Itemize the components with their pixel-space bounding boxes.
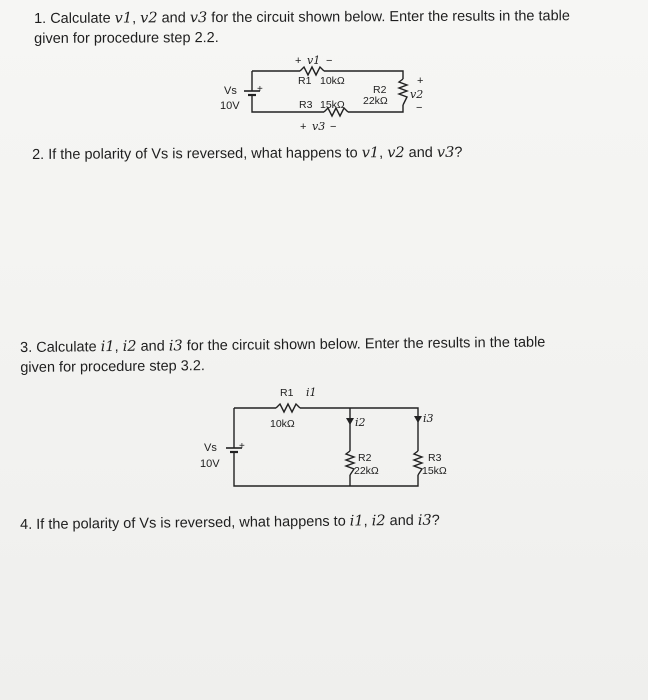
question-4 — [20, 511, 440, 535]
r3-value: 15kΩ — [422, 465, 447, 477]
question-text: for the circuit shown below. Enter the results in the table — [207, 8, 570, 27]
r3-label: R3 — [299, 99, 313, 111]
question-text: ? — [431, 512, 440, 529]
r2-minus-sign: − — [416, 102, 423, 114]
question-2 — [32, 143, 462, 165]
r1-minus-sign: − — [326, 55, 333, 67]
resistor-r2-symbol — [346, 451, 354, 475]
question-number: 4. — [20, 516, 33, 533]
r1-voltage-label: v1 — [307, 54, 321, 67]
variable-v3: v3 — [436, 144, 455, 161]
r2-value: 22kΩ — [354, 465, 379, 477]
variable-i2: i2 — [122, 338, 137, 355]
conjunction: and — [140, 338, 165, 355]
resistor-r3-symbol — [414, 451, 422, 475]
r2-voltage-label: v2 — [410, 88, 424, 101]
current-i2-label: i2 — [355, 416, 366, 429]
series-circuit-diagram — [210, 50, 450, 142]
r3-minus-sign: − — [330, 121, 337, 133]
resistor-r3-symbol — [324, 108, 348, 116]
question-2-line-1: 2. If the polarity of Vs is reversed, what happens to v1, v2 and v3? — [32, 144, 463, 163]
question-1 — [34, 6, 570, 49]
r2-label: R2 — [358, 452, 372, 464]
question-text: Calculate — [50, 10, 115, 27]
r3-value: 15kΩ — [320, 99, 345, 111]
variable-i3: i3 — [417, 512, 432, 529]
source-plus-sign: + — [239, 441, 245, 452]
question-1-line-2: given for procedure step 2.2. — [34, 30, 219, 47]
r2-plus-sign: + — [417, 75, 424, 87]
variable-v1: v1 — [361, 145, 380, 162]
source-label: Vs — [224, 85, 237, 97]
source-value: 10V — [220, 100, 240, 112]
r1-value: 10kΩ — [270, 418, 295, 430]
current-i3-label: i3 — [423, 412, 434, 425]
parallel-circuit-diagram — [190, 385, 450, 497]
current-i3-arrow — [414, 416, 422, 423]
question-text: If the polarity of Vs is reversed, what happens to — [48, 145, 362, 163]
question-3 — [20, 332, 546, 377]
variable-i1: i1 — [349, 513, 364, 530]
conjunction: and — [408, 144, 433, 162]
source-label: Vs — [204, 442, 217, 454]
r3-voltage-label: v3 — [312, 120, 326, 133]
variable-v2: v2 — [140, 10, 158, 27]
variable-v1: v1 — [114, 10, 133, 27]
r1-label: R1 — [298, 75, 312, 87]
r1-plus-sign: + — [295, 55, 302, 67]
source-plus-sign: + — [257, 84, 263, 95]
question-number: 3. — [20, 339, 33, 356]
variable-v3: v3 — [189, 10, 208, 27]
variable-i1: i1 — [100, 339, 115, 356]
question-text: ? — [454, 144, 463, 161]
conjunction: and — [389, 512, 414, 530]
question-number: 2. — [32, 146, 45, 163]
variable-i3: i3 — [168, 338, 183, 355]
resistor-r1-symbol — [300, 67, 324, 75]
question-3-line-1: 3. Calculate i1, i2 and i3 for the circuit shown below. Enter the results in the table — [20, 334, 546, 356]
variable-i2: i2 — [371, 513, 386, 530]
circuit-wire — [234, 408, 418, 486]
variable-v2: v2 — [387, 145, 405, 162]
r2-label: R2 — [373, 84, 387, 96]
current-i1-label: i1 — [306, 386, 317, 399]
current-i2-arrow — [346, 418, 354, 425]
question-text: for the circuit shown below. Enter the results in the table — [182, 334, 546, 355]
question-text: Calculate — [36, 339, 101, 356]
r3-label: R3 — [428, 452, 442, 464]
question-text: If the polarity of Vs is reversed, what happens to — [36, 513, 350, 533]
resistor-r1-symbol — [276, 404, 300, 412]
source-value: 10V — [200, 458, 220, 470]
question-4-line-1: 4. If the polarity of Vs is reversed, what happens to i1, i2 and i3? — [20, 512, 440, 533]
question-number: 1. — [34, 10, 47, 27]
question-3-line-2: given for procedure step 3.2. — [20, 358, 205, 376]
r1-value: 10kΩ — [320, 75, 345, 87]
resistor-r2-symbol — [399, 79, 407, 105]
r1-label: R1 — [280, 387, 294, 399]
question-1-line-1: 1. Calculate v1, v2 and v3 for the circuit shown below. Enter the results in the table — [34, 8, 570, 27]
r3-plus-sign: + — [300, 121, 307, 133]
conjunction: and — [161, 10, 186, 27]
r2-value: 22kΩ — [363, 95, 388, 107]
